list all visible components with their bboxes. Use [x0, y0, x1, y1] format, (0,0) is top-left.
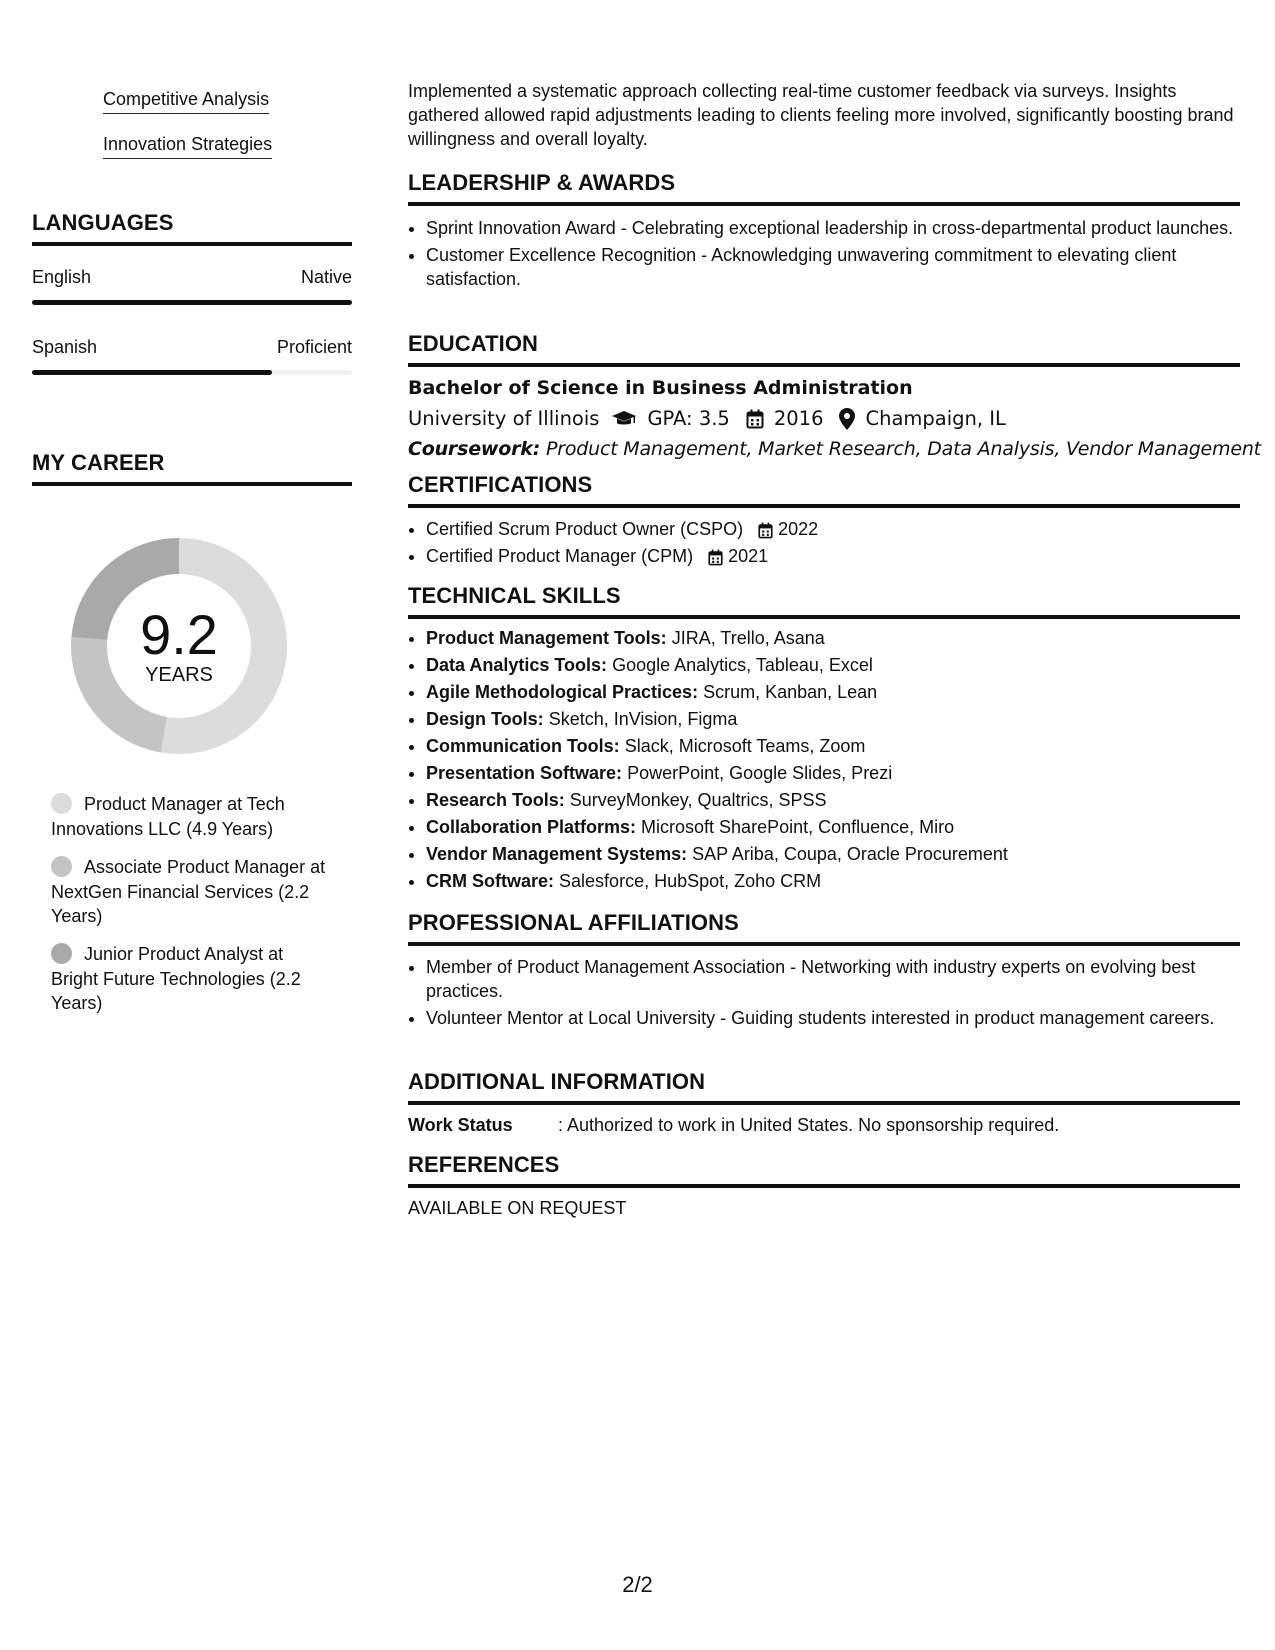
certifications-section — [408, 472, 1240, 570]
language-bar — [32, 300, 352, 305]
education-section — [408, 331, 1261, 460]
section-heading: TECHNICAL SKILLS — [408, 583, 621, 608]
additional-info-section — [408, 1069, 1240, 1137]
tech-skill-item — [426, 841, 1240, 868]
affiliations-section — [408, 910, 1240, 1030]
tech-skill-label: Agile Methodological Practices: — [426, 682, 699, 702]
award-item: • Sprint Innovation Award - Celebrating exceptional leadership in cross-departmental product launches. — [426, 216, 1240, 240]
technical-skills-section — [408, 583, 1240, 895]
section-heading: EDUCATION — [408, 331, 539, 356]
section-rule — [408, 615, 1240, 619]
certification-name: Certified Product Manager (CPM) — [426, 546, 694, 566]
section-rule — [408, 363, 1240, 367]
intro-paragraph: Implemented a systematic approach collecting real-time customer feedback via surveys. Insights gathered allowed rapid adjustments leading to clients feeling more involved, significantly boosting brand willingness and overall loyalty. — [408, 81, 1234, 149]
tech-skill-item — [426, 868, 1240, 895]
calendar-icon — [758, 522, 773, 539]
certification-name: Certified Scrum Product Owner (CSPO) — [426, 519, 744, 539]
section-heading: ADDITIONAL INFORMATION — [408, 1069, 706, 1094]
career-legend-item — [51, 792, 326, 841]
affiliation-item: • Member of Product Management Association - Networking with industry experts on evolving best practices. — [426, 955, 1240, 1003]
references-section — [408, 1152, 1240, 1220]
tech-skill-value: Microsoft SharePoint, Confluence, Miro — [641, 817, 955, 837]
language-bar — [32, 370, 352, 375]
skill-tag: Competitive Analysis — [103, 88, 269, 114]
tech-skill-label: Product Management Tools: — [426, 628, 667, 648]
school-name: University of Illinois — [408, 407, 600, 430]
language-bar-fill — [32, 300, 352, 305]
tech-skill-value: Sketch, InVision, Figma — [548, 709, 738, 729]
page-number: 2/2 — [622, 1572, 653, 1597]
coursework-label: Coursework: — [408, 438, 541, 460]
certification-item — [426, 543, 1240, 570]
legend-dot — [51, 856, 72, 877]
education-details — [408, 407, 1240, 430]
section-heading: CERTIFICATIONS — [408, 472, 593, 497]
language-name: English — [32, 267, 92, 287]
certification-item — [426, 516, 1240, 543]
tech-skill-item — [426, 652, 1240, 679]
tech-skill-value: JIRA, Trello, Asana — [671, 628, 825, 648]
certification-year: 2021 — [728, 546, 769, 566]
career-total: 9.2 — [140, 603, 218, 666]
legend-label: Associate Product Manager at NextGen Financial Services (2.2 Years) — [51, 857, 326, 926]
language-level: Native — [300, 267, 352, 287]
section-rule — [408, 202, 1240, 206]
tech-skill-item — [426, 625, 1240, 652]
section-rule — [408, 504, 1240, 508]
work-status-value: : Authorized to work in United States. No sponsorship required. — [558, 1115, 1060, 1135]
language-name: Spanish — [32, 337, 98, 357]
calendar-icon — [708, 549, 723, 566]
school-location: Champaign, IL — [865, 407, 1006, 430]
tech-skill-value: Google Analytics, Tableau, Excel — [612, 655, 873, 675]
language-bar-fill — [32, 370, 272, 375]
tech-skill-label: CRM Software: — [426, 871, 555, 891]
leadership-section — [408, 170, 1240, 291]
legend-dot — [51, 793, 72, 814]
tech-skill-item — [426, 814, 1240, 841]
language-level: Proficient — [276, 337, 352, 357]
graduation-cap-icon — [611, 410, 637, 428]
tech-skill-label: Vendor Management Systems: — [426, 844, 688, 864]
section-rule — [32, 482, 352, 486]
career-legend-item — [51, 855, 326, 929]
legend-label: Junior Product Analyst at Bright Future Technologies (2.2 Years) — [51, 944, 301, 1013]
calendar-icon — [746, 409, 764, 429]
graduation-year: 2016 — [773, 407, 824, 430]
languages-section — [32, 210, 352, 246]
tech-skill-value: PowerPoint, Google Slides, Prezi — [627, 763, 893, 783]
references-text: AVAILABLE ON REQUEST — [408, 1198, 627, 1218]
coursework — [408, 438, 1261, 460]
gpa: GPA: 3.5 — [647, 407, 730, 430]
award-item: • Customer Excellence Recognition - Acknowledging unwavering commitment to elevating client satisfaction. — [426, 243, 1240, 291]
coursework-list: Product Management, Market Research, Data Analysis, Vendor Management — [545, 438, 1261, 460]
tech-skill-label: Research Tools: — [426, 790, 565, 810]
tech-skill-label: Communication Tools: — [426, 736, 620, 756]
tech-skill-label: Presentation Software: — [426, 763, 623, 783]
tech-skill-label: Collaboration Platforms: — [426, 817, 637, 837]
section-heading: LANGUAGES — [32, 210, 174, 235]
career-unit: YEARS — [145, 664, 213, 686]
section-heading: MY CAREER — [32, 450, 165, 475]
location-pin-icon — [839, 408, 855, 430]
tech-skill-value: Salesforce, HubSpot, Zoho CRM — [559, 871, 822, 891]
legend-label: Product Manager at Tech Innovations LLC (4.9 Years) — [51, 794, 285, 839]
career-section — [32, 450, 352, 486]
tech-skill-value: SurveyMonkey, Qualtrics, SPSS — [569, 790, 827, 810]
language-item — [32, 337, 352, 375]
tech-skill-value: Slack, Microsoft Teams, Zoom — [624, 736, 866, 756]
degree-title: Bachelor of Science in Business Administration — [408, 377, 913, 399]
tech-skill-value: SAP Ariba, Coupa, Oracle Procurement — [692, 844, 1008, 864]
tech-skill-label: Design Tools: — [426, 709, 544, 729]
work-status-label: Work Status — [408, 1115, 513, 1135]
section-heading: PROFESSIONAL AFFILIATIONS — [408, 910, 739, 935]
section-rule — [408, 1101, 1240, 1105]
certification-year: 2022 — [778, 519, 819, 539]
language-item — [32, 267, 352, 305]
section-rule — [408, 1184, 1240, 1188]
tech-skill-item — [426, 787, 1240, 814]
legend-dot — [51, 943, 72, 964]
tech-skill-value: Scrum, Kanban, Lean — [703, 682, 878, 702]
tech-skill-item — [426, 733, 1240, 760]
section-rule — [32, 242, 352, 246]
career-donut-chart — [59, 526, 299, 766]
skill-tag: Innovation Strategies — [103, 133, 272, 159]
tech-skill-item — [426, 760, 1240, 787]
work-status-row — [408, 1113, 1240, 1137]
career-legend-item — [51, 942, 326, 1016]
section-heading: REFERENCES — [408, 1152, 560, 1177]
section-heading: LEADERSHIP & AWARDS — [408, 170, 676, 195]
section-rule — [408, 942, 1240, 946]
tech-skill-item — [426, 679, 1240, 706]
tech-skill-label: Data Analytics Tools: — [426, 655, 608, 675]
tech-skill-item — [426, 706, 1240, 733]
affiliation-item: • Volunteer Mentor at Local University - Guiding students interested in product management careers. — [426, 1006, 1240, 1030]
